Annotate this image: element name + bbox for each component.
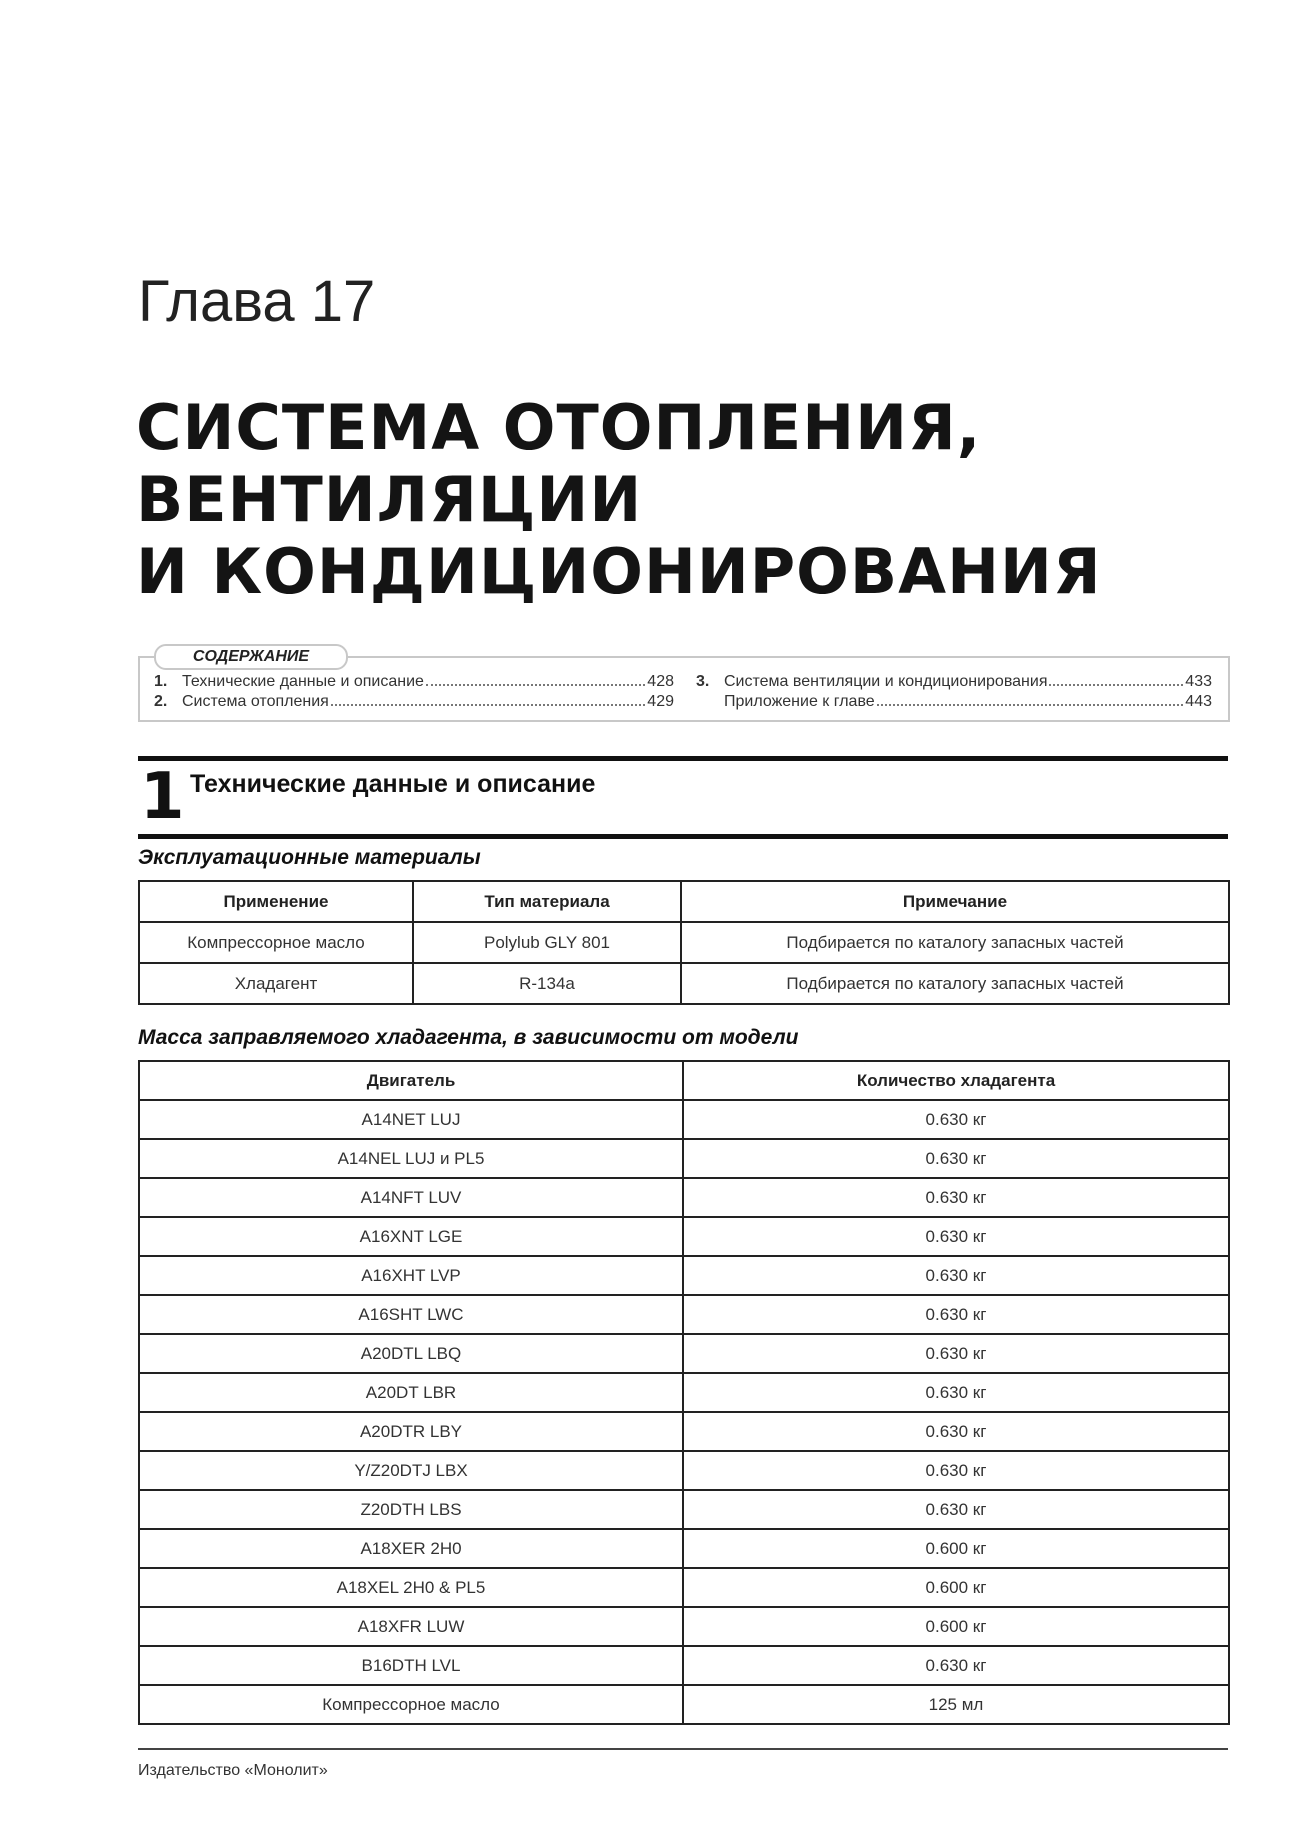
section-number: 1 — [140, 760, 185, 834]
engine-cell: A14NET LUJ — [139, 1100, 683, 1139]
table-row — [139, 922, 1229, 963]
materials-heading: Эксплуатационные материалы — [138, 846, 481, 869]
engine-cell: A18XEL 2H0 & PL5 — [139, 1568, 683, 1607]
chapter-title — [136, 392, 1236, 608]
table-row — [139, 1607, 1229, 1646]
toc-item-text: Приложение к главе — [724, 693, 875, 710]
chapter-heading: Глава 17 — [138, 269, 376, 334]
table-header-row — [139, 1061, 1229, 1100]
toc-item[interactable] — [696, 672, 1212, 692]
toc-item-page: 443 — [1185, 693, 1212, 710]
toc-item-page: 433 — [1185, 673, 1212, 690]
engine-cell: Z20DTH LBS — [139, 1490, 683, 1529]
column-header: Примечание — [681, 881, 1229, 922]
quantity-cell: 0.630 кг — [683, 1295, 1229, 1334]
table-row — [139, 1217, 1229, 1256]
engine-cell: A18XFR LUW — [139, 1607, 683, 1646]
section-title: Технические данные и описание — [190, 770, 596, 798]
quantity-cell: 0.630 кг — [683, 1334, 1229, 1373]
table-cell: Подбирается по каталогу запасных частей — [681, 922, 1229, 963]
toc-column-right — [696, 672, 1212, 712]
quantity-cell: 0.630 кг — [683, 1256, 1229, 1295]
toc-item-number: 1. — [154, 673, 168, 690]
quantity-cell: 0.630 кг — [683, 1646, 1229, 1685]
quantity-cell: 0.630 кг — [683, 1412, 1229, 1451]
quantity-cell: 0.600 кг — [683, 1607, 1229, 1646]
engine-cell: A16SHT LWC — [139, 1295, 683, 1334]
column-header: Применение — [139, 881, 413, 922]
table-row — [139, 1256, 1229, 1295]
engine-cell: Y/Z20DTJ LBX — [139, 1451, 683, 1490]
engine-cell: A14NFT LUV — [139, 1178, 683, 1217]
chapter-title-line: И КОНДИЦИОНИРОВАНИЯ — [136, 535, 1102, 608]
table-row — [139, 1100, 1229, 1139]
toc-item-page: 429 — [647, 693, 674, 710]
table-row — [139, 1451, 1229, 1490]
table-row — [139, 1295, 1229, 1334]
engine-cell: A16XHT LVP — [139, 1256, 683, 1295]
publisher-footer: Издательство «Монолит» — [138, 1762, 328, 1779]
engine-cell: A20DTL LBQ — [139, 1334, 683, 1373]
table-header-row — [139, 881, 1229, 922]
section-bottom-rule — [138, 834, 1228, 839]
quantity-cell: 0.630 кг — [683, 1217, 1229, 1256]
table-row — [139, 1139, 1229, 1178]
engine-cell: A20DTR LBY — [139, 1412, 683, 1451]
table-cell: R-134a — [413, 963, 681, 1004]
table-of-contents — [138, 648, 1230, 722]
toc-column-left — [154, 672, 674, 712]
footer-rule — [138, 1748, 1228, 1750]
chapter-title-line: СИСТЕМА ОТОПЛЕНИЯ, — [136, 391, 982, 464]
table-cell: Polylub GLY 801 — [413, 922, 681, 963]
table-row — [139, 1178, 1229, 1217]
toc-item[interactable] — [154, 672, 674, 692]
table-cell: Хладагент — [139, 963, 413, 1004]
toc-item-text: Система вентиляции и кондиционирования — [724, 673, 1048, 690]
toc-item-text: Технические данные и описание — [182, 673, 424, 690]
toc-item[interactable] — [696, 692, 1212, 712]
toc-item-page: 428 — [647, 673, 674, 690]
quantity-cell: 0.630 кг — [683, 1490, 1229, 1529]
engine-cell: A20DT LBR — [139, 1373, 683, 1412]
table-row — [139, 1568, 1229, 1607]
section-top-rule — [138, 756, 1228, 761]
column-header: Двигатель — [139, 1061, 683, 1100]
toc-item[interactable] — [154, 692, 674, 712]
refrigerant-table — [138, 1060, 1230, 1725]
engine-cell: B16DTH LVL — [139, 1646, 683, 1685]
toc-label: СОДЕРЖАНИЕ — [154, 644, 348, 670]
column-header: Количество хладагента — [683, 1061, 1229, 1100]
quantity-cell: 0.630 кг — [683, 1451, 1229, 1490]
quantity-cell: 125 мл — [683, 1685, 1229, 1724]
quantity-cell: 0.600 кг — [683, 1529, 1229, 1568]
quantity-cell: 0.630 кг — [683, 1373, 1229, 1412]
table-row — [139, 963, 1229, 1004]
toc-leader-dots — [877, 704, 1184, 706]
table-row — [139, 1646, 1229, 1685]
toc-leader-dots — [426, 684, 645, 686]
refrigerant-heading: Масса заправляемого хладагента, в зависимости от модели — [138, 1026, 799, 1049]
table-row — [139, 1334, 1229, 1373]
toc-item-number: 3. — [696, 673, 710, 690]
quantity-cell: 0.600 кг — [683, 1568, 1229, 1607]
table-cell: Подбирается по каталогу запасных частей — [681, 963, 1229, 1004]
engine-cell: Компрессорное масло — [139, 1685, 683, 1724]
quantity-cell: 0.630 кг — [683, 1178, 1229, 1217]
table-row — [139, 1529, 1229, 1568]
engine-cell: A18XER 2H0 — [139, 1529, 683, 1568]
toc-item-text: Система отопления — [182, 693, 329, 710]
quantity-cell: 0.630 кг — [683, 1139, 1229, 1178]
toc-leader-dots — [331, 704, 645, 706]
quantity-cell: 0.630 кг — [683, 1100, 1229, 1139]
table-cell: Компрессорное масло — [139, 922, 413, 963]
engine-cell: A16XNT LGE — [139, 1217, 683, 1256]
toc-item-number: 2. — [154, 693, 168, 710]
column-header: Тип материала — [413, 881, 681, 922]
table-row — [139, 1373, 1229, 1412]
table-row — [139, 1490, 1229, 1529]
materials-table — [138, 880, 1230, 1005]
table-row — [139, 1685, 1229, 1724]
engine-cell: A14NEL LUJ и PL5 — [139, 1139, 683, 1178]
toc-leader-dots — [1049, 684, 1183, 686]
chapter-title-line: ВЕНТИЛЯЦИИ — [136, 463, 643, 536]
table-row — [139, 1412, 1229, 1451]
